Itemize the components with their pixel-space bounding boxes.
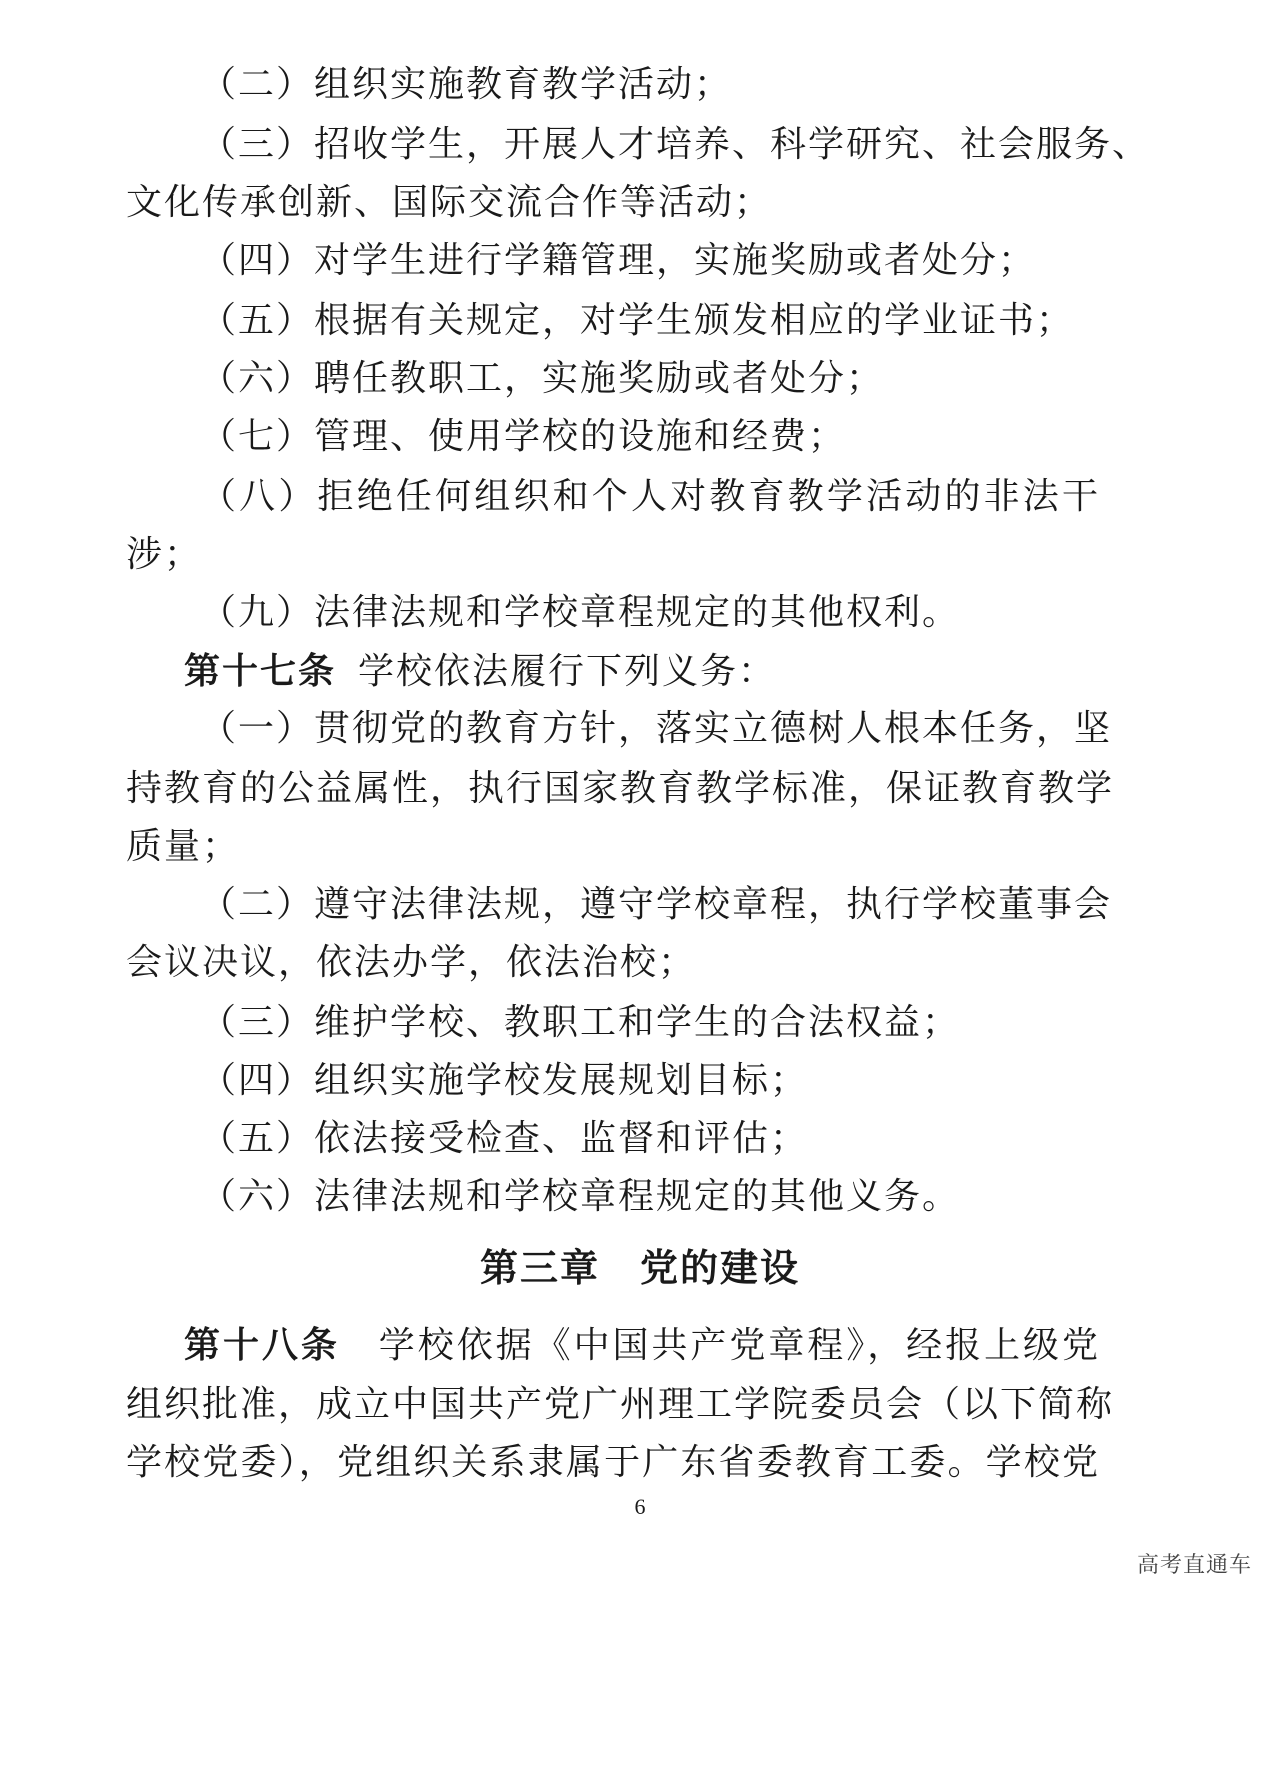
article-label: 第十七条: [184, 650, 337, 692]
paragraph-line: 学校党委），党组织关系隶属于广东省委教育工委。学校党: [126, 1442, 1100, 1483]
article-17: [0, 638, 1280, 704]
article-text: 学校依法履行下列义务：: [358, 651, 777, 692]
paragraph-line: 持教育的公益属性，执行国家教育教学标准，保证教育教学: [126, 768, 1115, 809]
paragraph-line: （二）遵守法律法规，遵守学校章程，执行学校董事会: [200, 884, 1113, 925]
paragraph-line: 会议决议，依法办学，依法治校；: [126, 942, 697, 983]
paragraph-line: （六）聘任教职工，实施奖励或者处分；: [200, 358, 885, 399]
paragraph-line: 涉；: [126, 534, 203, 575]
article-text: 学校依据《中国共产党章程》，经报上级党: [378, 1325, 1100, 1366]
paragraph-line: （八）拒绝任何组织和个人对教育教学活动的非法干: [200, 476, 1100, 517]
paragraph-line: （五）依法接受检查、监督和评估；: [200, 1118, 809, 1159]
page-number: 6: [634, 1494, 646, 1519]
paragraph-line: （九）法律法规和学校章程规定的其他权利。: [200, 592, 961, 633]
paragraph-line: （四）组织实施学校发展规划目标；: [200, 1060, 809, 1101]
paragraph-line: 组织批准，成立中国共产党广州理工学院委员会（以下简称: [126, 1384, 1115, 1425]
chapter-heading: 第三章 党的建设: [479, 1245, 800, 1290]
paragraph-line: （二）组织实施教育教学活动；: [200, 64, 733, 105]
article-18: [0, 1312, 1100, 1378]
paragraph-line: （三）招收学生，开展人才培养、科学研究、社会服务、: [200, 124, 1151, 165]
paragraph-line: 文化传承创新、国际交流合作等活动；: [126, 182, 773, 223]
paragraph-line: 质量；: [126, 826, 241, 867]
paragraph-line: （七）管理、使用学校的设施和经费；: [200, 416, 847, 457]
paragraph-line: （六）法律法规和学校章程规定的其他义务。: [200, 1176, 961, 1217]
article-label: 第十八条: [184, 1324, 340, 1366]
paragraph-line: （三）维护学校、教职工和学生的合法权益；: [200, 1002, 961, 1043]
watermark: 高考直通车: [1136, 1553, 1252, 1578]
paragraph-line: （五）根据有关规定，对学生颁发相应的学业证书；: [200, 300, 1075, 341]
paragraph-line: （四）对学生进行学籍管理，实施奖励或者处分；: [200, 240, 1037, 281]
paragraph-line: （一）贯彻党的教育方针，落实立德树人根本任务，坚: [200, 708, 1113, 749]
